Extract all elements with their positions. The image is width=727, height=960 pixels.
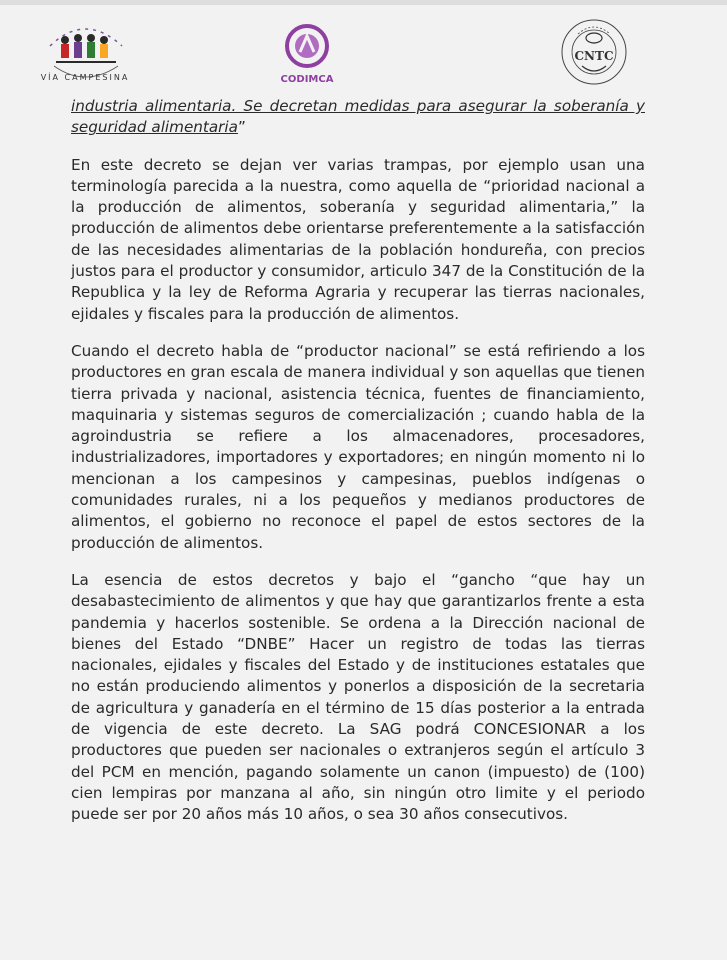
via-campesina-logo-text: VÍA CAMPESINA <box>40 73 130 82</box>
lead-closing-quote: ” <box>237 118 246 137</box>
cntc-logo-text: CNTC <box>574 49 614 63</box>
lead-paragraph <box>71 96 645 139</box>
codimca-logo-text: CODIMCA <box>280 74 334 85</box>
lead-emphasis: industria alimentaria. Se decretan medidas para asegurar la soberanía y seguridad alimentaria <box>71 97 645 137</box>
header-logos <box>0 8 727 88</box>
paragraph-esencia-decretos: La esencia de estos decretos y bajo el “gancho “que hay un desabastecimiento de alimentos y que hay que garantizarlos frente a esta pandemia y hacerlos sostenible. Se ordena a la Dirección nacional de bienes del Estado “DNBE” Hacer un registro de todas las tierras nacionales, ejidales y fiscales del Estado y de instituciones estatales que no están produciendo alimentos y ponerlos a disposición de la secretaria de agricultura y ganadería en el término de 15 días posterior a la entrada de vigencia de este decreto. La SAG podrá CONCESIONAR a los productores que pueden ser nacionales o extranjeros según el artículo 3 del PCM en mención, pagando solamente un canon (impuesto) de (100) cien lempiras por manzana al año, sin ningún otro limite y el periodo puede ser por 20 años más 10 años, o sea 30 años consecutivos. <box>71 570 645 824</box>
document-body <box>71 96 645 842</box>
paragraph-productor-nacional: Cuando el decreto habla de “productor nacional” se está refiriendo a los productores en gran escala de manera individual y son aquellas que tienen tierra privada y nacional, asistencia técnica, fuentes de financiamiento, maquinaria y sistemas seguros de comercialización ; cuando habla de la agroindustria se refiere a los almacenadores, procesadores, industrializadores, importadores y exportadores; en ningún momento ni lo mencionan a los campesinos y campesinas, pueblos indígenas o comunidades rurales, ni a los pequeños y medianos productores de alimentos, el gobierno no reconoce el papel de estos sectores de la producción de alimentos. <box>71 341 645 552</box>
paragraph-trampas: En este decreto se dejan ver varias trampas, por ejemplo usan una terminología parecida a la nuestra, como aquella de “prioridad nacional a la producción de alimentos, soberanía y seguridad alimentaria,” la producción de alimentos debe orientarse preferentemente a la satisfacción de las necesidades alimentarias de la población hondureña, con precios justos para el productor y consumidor, articulo 347 de la Constitución de la Republica y la ley de Reforma Agraria y recuperar las tierras nacionales, ejidales y fiscales para la producción de alimentos. <box>71 155 645 323</box>
top-border <box>0 0 727 5</box>
via-campesina-logo <box>40 16 130 88</box>
codimca-logo <box>278 22 336 88</box>
cntc-logo <box>548 16 640 90</box>
